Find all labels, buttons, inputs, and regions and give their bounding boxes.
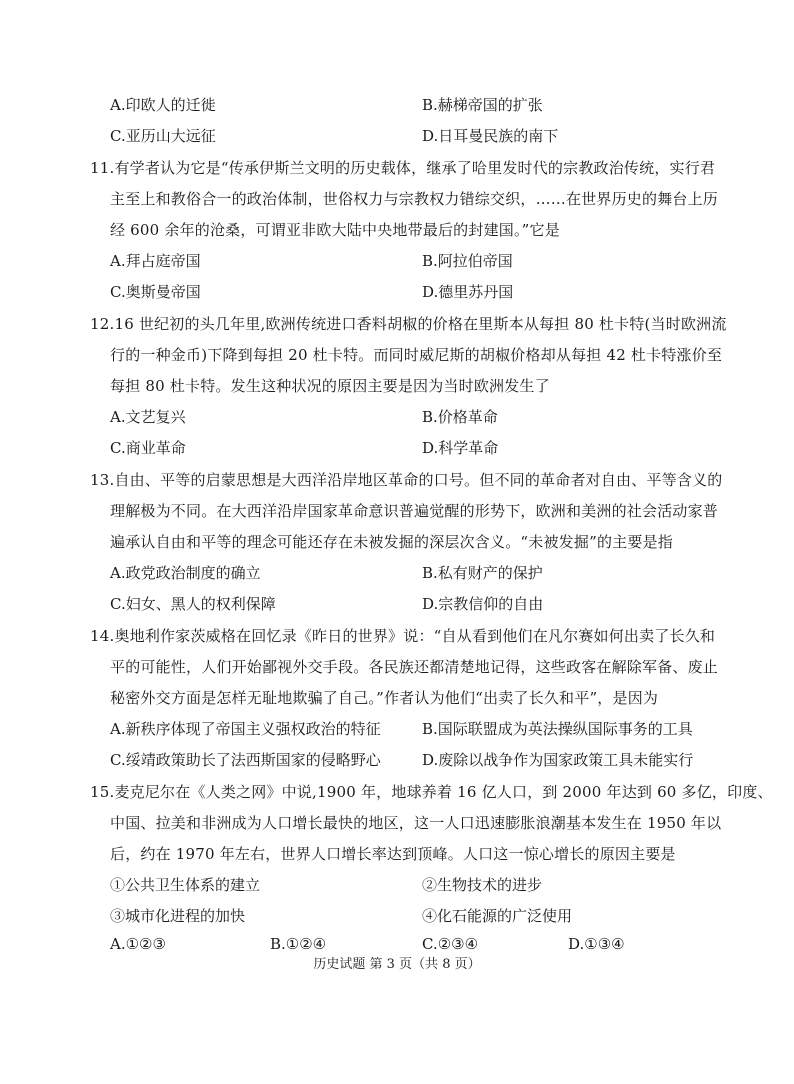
q14-option-d: D.废除以战争作为国家政策工具未能实行: [422, 751, 694, 769]
q13-stem-line-1: 13.自由、平等的启蒙思想是大西洋沿岸地区革命的口号。但不同的革命者对自由、平等含义的: [90, 471, 723, 489]
q15-stem-line-2: 中国、拉美和非洲成为人口增长最快的地区，这一人口迅速膨胀浪潮基本发生在 1950 年以: [110, 814, 722, 832]
q11-stem-line-1: 11.有学者认为它是“传承伊斯兰文明的历史载体，继承了哈里发时代的宗教政治传统，实行君: [90, 159, 716, 177]
q10-option-d: D.日耳曼民族的南下: [422, 127, 559, 145]
q14-stem-line-2: 平的可能性，人们开始鄙视外交手段。各民族还都清楚地记得，这些政客在解除军备、废止: [110, 658, 719, 676]
q10-option-b: B.赫梯帝国的扩张: [422, 96, 543, 114]
q10-option-c: C.亚历山大远征: [110, 127, 216, 145]
page-footer: 历史试题 第 3 页（共 8 页）: [313, 957, 481, 972]
q15-item-3: ③城市化进程的加快: [110, 907, 246, 925]
q13-option-b: B.私有财产的保护: [422, 564, 543, 582]
q15-option-a: A.①②③: [110, 935, 166, 953]
q11-option-c: C.奥斯曼帝国: [110, 283, 201, 301]
q12-option-b: B.价格革命: [422, 408, 498, 426]
q14-option-a: A.新秩序体现了帝国主义强权政治的特征: [110, 720, 381, 738]
q13-stem-line-3: 遍承认自由和平等的理念可能还存在未被发掘的深层次含义。“未被发掘”的主要是指: [110, 533, 673, 551]
q14-stem-line-3: 秘密外交方面是怎样无耻地欺骗了自己。”作者认为他们“出卖了长久和平”，是因为: [110, 689, 659, 707]
q11-option-b: B.阿拉伯帝国: [422, 252, 513, 270]
q11-option-d: D.德里苏丹国: [422, 283, 514, 301]
q12-option-d: D.科学革命: [422, 439, 499, 457]
q12-option-c: C.商业革命: [110, 439, 186, 457]
q13-option-d: D.宗教信仰的自由: [422, 595, 544, 613]
q15-option-d: D.①③④: [568, 935, 625, 953]
q12-stem-line-2: 行的一种金币)下降到每担 20 杜卡特。而同时威尼斯的胡椒价格却从每担 42 杜卡特涨价至: [110, 346, 723, 364]
q15-option-c: C.②③④: [422, 935, 479, 953]
q13-stem-line-2: 理解极为不同。在大西洋沿岸国家革命意识普遍觉醒的形势下，欧洲和美洲的社会活动家普: [110, 502, 719, 520]
q14-option-c: C.绥靖政策助长了法西斯国家的侵略野心: [110, 751, 381, 769]
q12-option-a: A.文艺复兴: [110, 408, 186, 426]
q15-stem-line-3: 后，约在 1970 年左右，世界人口增长率达到顶峰。人口这一惊心增长的原因主要是: [110, 845, 676, 863]
q11-stem-line-3: 经 600 余年的沧桑，可谓亚非欧大陆中央地带最后的封建国。”它是: [110, 221, 560, 239]
q11-option-a: A.拜占庭帝国: [110, 252, 201, 270]
q14-option-b: B.国际联盟成为英法操纵国际事务的工具: [422, 720, 693, 738]
q12-stem-line-1: 12.16 世纪初的头几年里,欧洲传统进口香料胡椒的价格在里斯本从每担 80 杜卡特(当时欧洲流: [90, 315, 727, 333]
q15-item-1: ①公共卫生体系的建立: [110, 876, 261, 894]
q15-item-4: ④化石能源的广泛使用: [422, 907, 573, 925]
q13-option-c: C.妇女、黑人的权利保障: [110, 595, 276, 613]
q15-item-2: ②生物技术的进步: [422, 876, 543, 894]
q15-stem-line-1: 15.麦克尼尔在《人类之网》中说,1900 年，地球养着 16 亿人口，到 2000 年达到 60 多亿，印度、: [90, 783, 773, 801]
q13-option-a: A.政党政治制度的确立: [110, 564, 261, 582]
q12-stem-line-3: 每担 80 杜卡特。发生这种状况的原因主要是因为当时欧洲发生了: [110, 377, 550, 395]
q11-stem-line-2: 主至上和教俗合一的政治体制，世俗权力与宗教权力错综交织，……在世界历史的舞台上历: [110, 190, 719, 208]
q10-option-a: A.印欧人的迁徙: [110, 96, 216, 114]
q14-stem-line-1: 14.奥地利作家茨威格在回忆录《昨日的世界》说：“自从看到他们在凡尔赛如何出卖了长久和: [90, 627, 716, 645]
q15-option-b: B.①②④: [270, 935, 327, 953]
